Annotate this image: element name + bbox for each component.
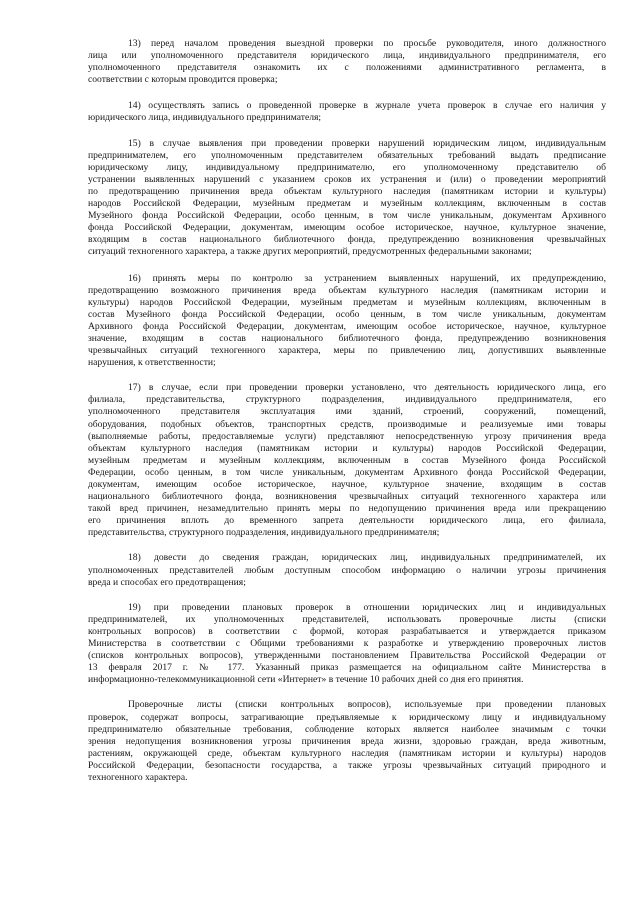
paragraph-p14: [88, 100, 606, 124]
paragraph-line: национального библиотечного фонда, возникновения чрезвычайных ситуаций техногенного характера или: [88, 491, 606, 503]
paragraph-line: Музейного фонда Российской Федерации, особо ценным, в том числе уникальным, документам Архивного: [88, 210, 606, 222]
paragraph-p18: [88, 552, 606, 588]
paragraph-line: Российской Федерации, безопасности государства, а также угрозы чрезвычайных ситуаций природного и: [88, 759, 606, 771]
paragraph-line: предпринимателем, его уполномоченным представителем обязательных требований выдать предписание: [88, 149, 606, 161]
paragraph-line: юридического лица, индивидуального предпринимателя;: [88, 112, 322, 124]
paragraph-line: представительства, структурного подразделения, индивидуального предпринимателя;: [88, 527, 440, 539]
paragraph-line: информационно-телекоммуникационной сети «Интернет» в течение 10 рабочих дней со дня его принятия.: [88, 674, 524, 686]
paragraph-line: Федерации, особо ценным, в том числе уникальным, документам Архивного фонда Российской Федерации,: [88, 466, 606, 478]
paragraph-line: уполномоченного представителя эксплуатация ими зданий, строений, сооружений, помещений,: [88, 406, 606, 418]
paragraph-line: оборудования, подобных объектов, транспортных средств, производимые и реализуемые ими товары: [88, 418, 606, 430]
paragraph-line: по предотвращению причинения вреда объектам культурного наследия (памятникам истории и культуры): [88, 185, 606, 197]
paragraph-line: предпринимателей, их уполномоченных представителей, использовать проверочные листы (списки: [88, 613, 606, 625]
paragraph-line: документам, имеющим особое историческое, научное, культурное значение, входящим в состав: [88, 479, 606, 490]
paragraph-line: народов Российской Федерации, музейным предметам и музейным коллекциям, включенным в состав: [88, 198, 606, 210]
paragraph-line: 16) принять меры по контролю за устранением выявленных нарушений, их предупреждению,: [128, 272, 606, 284]
paragraph-line: объектам культурного наследия (памятникам истории и культуры) народов Российской Федерации,: [88, 442, 606, 454]
paragraph-line: уполномоченного представителя ознакомить их с положениями административного регламента, в: [88, 62, 606, 74]
paragraph-p20: [88, 699, 606, 784]
paragraph-p17: [88, 382, 606, 539]
paragraph-line: нарушения, к ответственности;: [88, 357, 216, 369]
paragraph-line: 18) довести до сведения граждан, юридических лиц, индивидуальных предпринимателей, их: [128, 552, 606, 564]
document-body: [88, 38, 606, 784]
paragraph-line: проверок, содержат вопросы, затрагивающие предъявляемые к юридическому лицу и индивидуальному: [88, 711, 606, 723]
paragraph-line: растениям, окружающей среде, объектам культурного наследия (памятникам истории и культуры) народов: [88, 747, 606, 759]
paragraph-line: его причинения вплоть до временного запрета деятельности юридического лица, его филиала,: [88, 515, 606, 527]
paragraph-line: такой вред причинен, незамедлительно принять меры по недопущению причинения вреда или прекращению: [88, 503, 606, 515]
paragraph-line: входящим в состав национального библиотечного фонда, предупреждению возникновения чрезвычайных: [88, 234, 606, 246]
paragraph-line: музейным предметам и музейным коллекциям, включенным в состав Музейного фонда Российской: [88, 454, 606, 466]
paragraph-line: фонда Российской Федерации, документам, имеющим особое историческое, научное, культурное значение,: [88, 222, 606, 234]
paragraph-line: предпринимателю обязательные требования, соблюдение которых является наиболее значимым с точки: [88, 723, 606, 735]
paragraph-line: вреда и способах его предотвращения;: [88, 576, 246, 588]
paragraph-line: 13 февраля 2017 г. № 177. Указанный приказ размещается на официальном сайте Министерства в: [88, 662, 606, 674]
paragraph-p19: [88, 602, 606, 687]
paragraph-p16: [88, 273, 606, 370]
paragraph-line: техногенного характера.: [88, 771, 188, 783]
paragraph-line: соответствии с которым проводится проверка;: [88, 74, 278, 86]
paragraph-line: зрения недопущения возникновения угрозы причинения вреда жизни, здоровью граждан, вреда животным,: [88, 735, 606, 747]
paragraph-line: уполномоченных представителей любым доступным способом информацию о наличии угрозы причинения: [88, 564, 606, 576]
paragraph-line: филиала, представительства, структурного подразделения, индивидуального предпринимателя, его: [88, 394, 606, 406]
paragraph-line: лица или уполномоченного представителя юридического лица, индивидуального предпринимателя, его: [88, 50, 606, 62]
paragraph-line: контрольных вопросов) в соответствии с формой, которая разрабатывается и утверждается приказом: [88, 625, 606, 637]
paragraph-line: (выполняемые работы, предоставляемые услуги) представляют непосредственную угрозу причинения вреда: [88, 430, 606, 442]
paragraph-line: (списков контрольных вопросов), утвержденными постановлением Правительства Российской Федерации от: [88, 650, 606, 662]
paragraph-line: культуры) народов Российской Федерации, музейным предметам и музейным коллекциям, включенным в: [88, 296, 606, 308]
paragraph-line: юридическому лицу, индивидуальному предпринимателю, его уполномоченному представителю об: [88, 161, 606, 173]
paragraph-line: чрезвычайных ситуаций техногенного характера, меры по привлечению лиц, допустивших выявленные: [88, 345, 606, 357]
paragraph-line: 17) в случае, если при проведении проверки установлено, что деятельность юридического лица, его: [128, 382, 606, 394]
paragraph-line: 19) при проведении плановых проверок в отношении юридических лиц и индивидуальных: [128, 601, 606, 613]
paragraph-line: значение, входящим в состав национального библиотечного фонда, предупреждению возникновения: [88, 332, 606, 344]
paragraph-line: ситуаций техногенного характера, а также других мероприятий, предусмотренных федеральными законами;: [88, 246, 532, 258]
paragraph-line: Проверочные листы (списки контрольных вопросов), используемые при проведении плановых: [128, 699, 606, 711]
paragraph-line: 14) осуществлять запись о проведенной проверке в журнале учета проверок в случае его наличия у: [128, 100, 606, 112]
paragraph-line: предотвращению возможного причинения вреда объектам культурного наследия (памятникам истории и: [88, 284, 606, 296]
paragraph-p13: [88, 38, 606, 86]
paragraph-p15: [88, 138, 606, 259]
paragraph-line: устранении выявленных нарушений с указанием сроков их устранения и (или) о проведении мероприятий: [88, 173, 606, 185]
paragraph-line: состав Музейного фонда Российской Федерации, особо ценным, в том числе уникальным, документам: [88, 308, 606, 320]
paragraph-line: Архивного фонда Российской Федерации, документам, имеющим особое историческое, научное, культурное: [88, 320, 606, 332]
paragraph-line: 13) перед началом проведения выездной проверки по просьбе руководителя, иного должностного: [128, 38, 606, 49]
paragraph-line: Министерства в соответствии с Общими требованиями к разработке и утверждению проверочных листов: [88, 638, 606, 650]
paragraph-line: 15) в случае выявления при проведении проверки нарушений юридическим лицом, индивидуальным: [128, 137, 606, 149]
